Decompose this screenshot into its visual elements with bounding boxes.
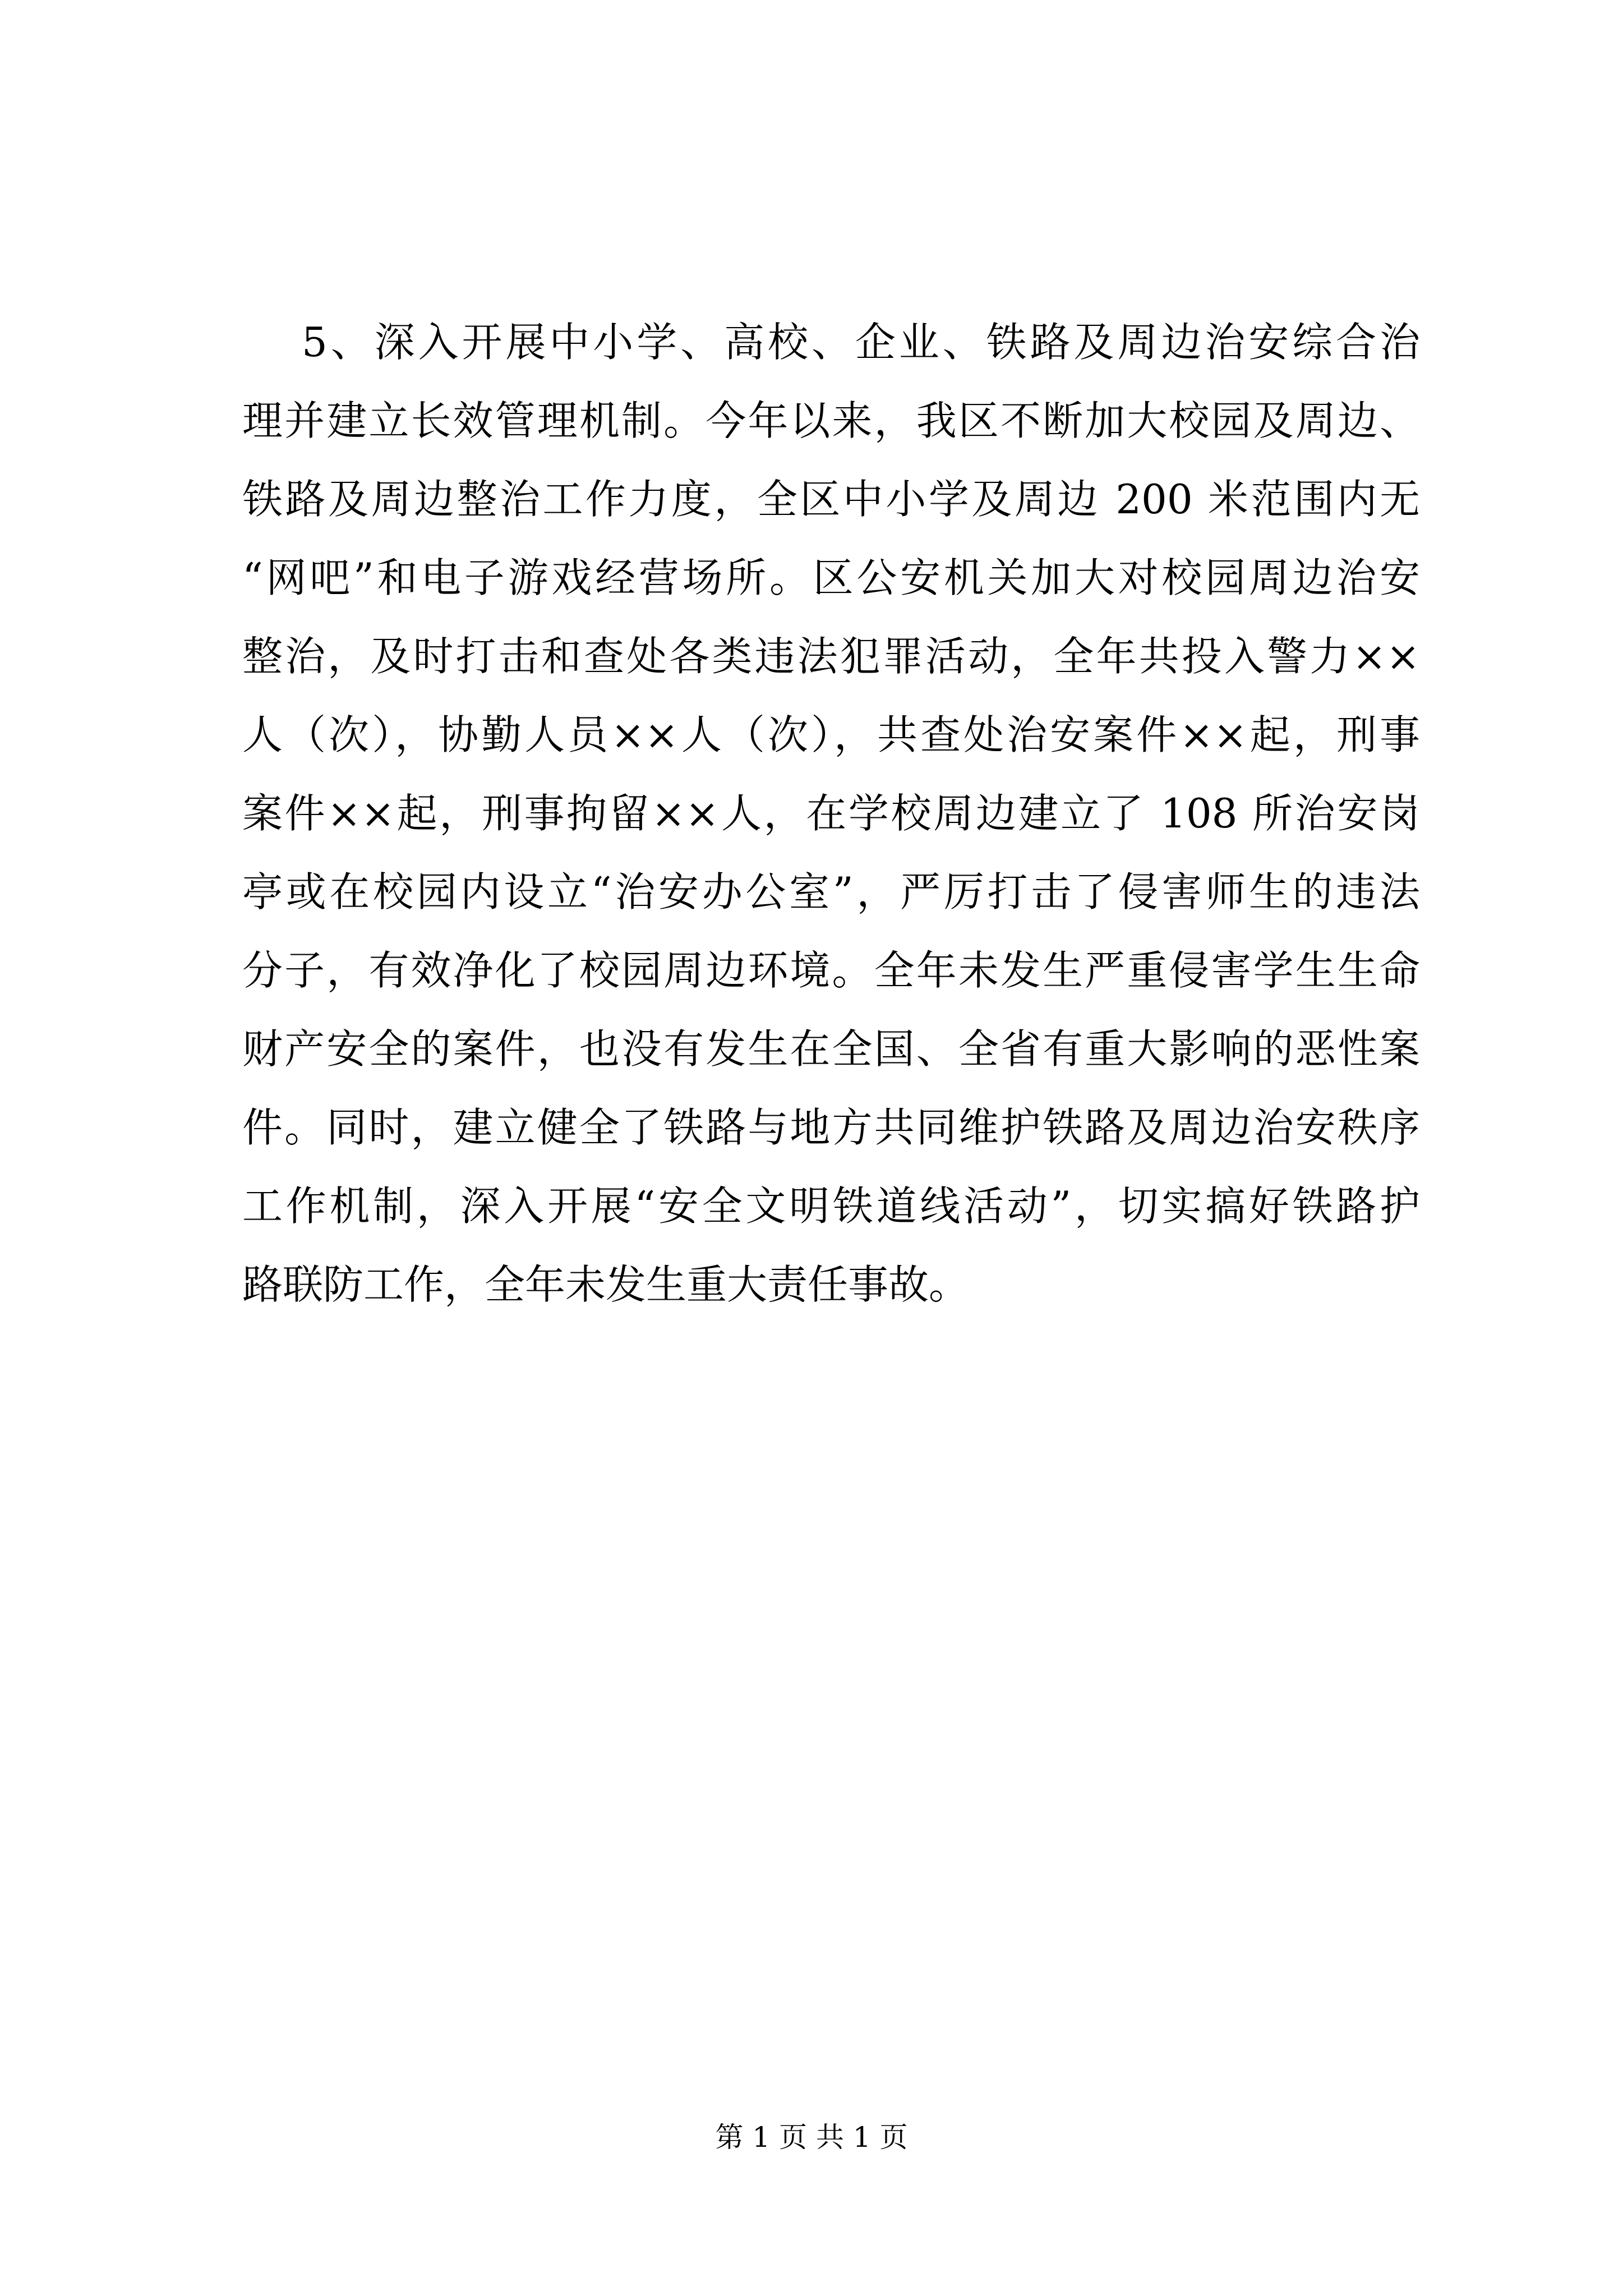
paragraph-line: 路联防工作，全年未发生重大责任事故。 bbox=[242, 1261, 970, 1308]
paragraph-line: 铁路及周边整治工作力度，全区中小学及周边 200 米范围内无 bbox=[242, 476, 1420, 523]
paragraph-line: 5、深入开展中小学、高校、企业、铁路及周边治安综合治 bbox=[302, 319, 1420, 366]
paragraph-line: 分子，有效净化了校园周边环境。全年未发生严重侵害学生生命 bbox=[242, 947, 1420, 994]
paragraph-line: 件。同时，建立健全了铁路与地方共同维护铁路及周边治安秩序 bbox=[242, 1104, 1420, 1151]
paragraph-line: 财产安全的案件，也没有发生在全国、全省有重大影响的恶性案 bbox=[242, 1025, 1420, 1073]
paragraph-line: 理并建立长效管理机制。今年以来，我区不断加大校园及周边、 bbox=[242, 397, 1420, 444]
paragraph-line: 工作机制，深入开展“安全文明铁道线活动”，切实搞好铁路护 bbox=[242, 1182, 1420, 1230]
page-number: 第 1 页 共 1 页 bbox=[715, 2121, 908, 2154]
paragraph-line: 整治，及时打击和查处各类违法犯罪活动，全年共投入警力×× bbox=[242, 633, 1420, 680]
paragraph-line: “网吧”和电子游戏经营场所。区公安机关加大对校园周边治安 bbox=[242, 554, 1420, 601]
paragraph-line: 案件××起，刑事拘留××人，在学校周边建立了 108 所治安岗 bbox=[242, 790, 1420, 837]
paragraph-line: 亭或在校园内设立“治安办公室”，严厉打击了侵害师生的违法 bbox=[242, 868, 1420, 915]
body-paragraph bbox=[242, 303, 1420, 1324]
paragraph-line: 人（次），协勤人员××人（次），共查处治安案件××起，刑事 bbox=[242, 711, 1420, 758]
page-footer bbox=[0, 2115, 1623, 2155]
